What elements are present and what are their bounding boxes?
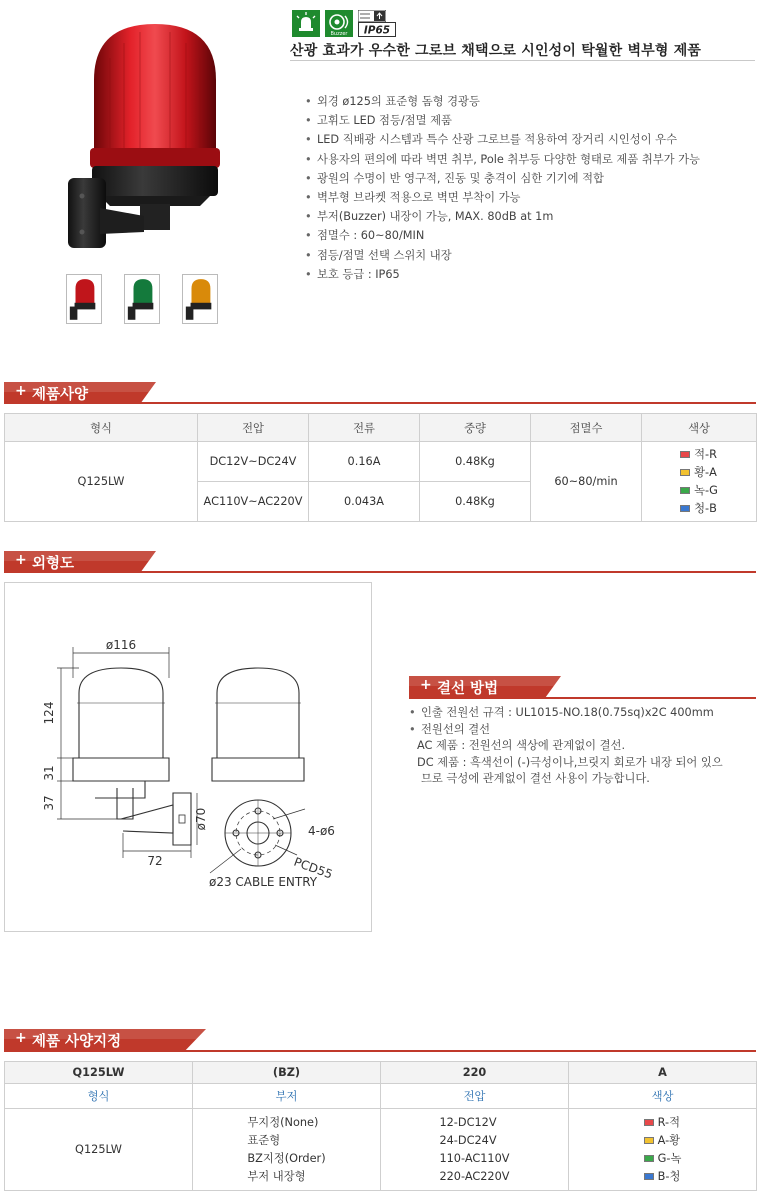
svg-text:IP65: IP65 (363, 24, 391, 37)
buzzer-option: BZ지정(Order) (247, 1151, 326, 1165)
swatch-amber (680, 469, 690, 476)
color-option (644, 1114, 682, 1132)
header-voltage: 전압 (198, 414, 309, 442)
header-current: 전류 (309, 414, 420, 442)
header-model: 형식 (5, 414, 198, 442)
section-header-spec (4, 382, 156, 403)
color-label: R-적 (657, 1115, 681, 1129)
feature-item: • 고휘도 LED 점등/점멸 제품 (305, 113, 700, 132)
spec-current: 0.16A (309, 442, 420, 482)
plus-icon: + (15, 383, 27, 399)
section-divider (409, 697, 756, 699)
header-weight: 중량 (420, 414, 531, 442)
feature-item: • 외경 ø125의 표준형 돔형 경광등 (305, 94, 700, 113)
order-model: Q125LW (5, 1109, 193, 1191)
swatch-amber (644, 1137, 654, 1144)
order-buzzer-options (193, 1109, 381, 1191)
svg-text:Buzzer: Buzzer (330, 31, 348, 37)
order-buzzer-code: (BZ) (193, 1062, 381, 1084)
section-title: 제품 사양지정 (32, 1034, 122, 1050)
color-label: A-황 (657, 1133, 681, 1147)
color-item (680, 446, 718, 464)
section-header-outline (4, 551, 156, 572)
section-divider (4, 402, 756, 404)
section-header-order (4, 1029, 206, 1050)
section-title: 외형도 (32, 556, 75, 572)
feature-item: • 보호 등급 : IP65 (305, 267, 700, 286)
dim-holes: 4-ø6 (308, 824, 335, 838)
thumbnail-red[interactable] (66, 274, 102, 324)
order-voltage-code: 220 (381, 1062, 569, 1084)
dim-bracket-dia: ø70 (194, 807, 208, 831)
swatch-green (680, 487, 690, 494)
swatch-red (680, 451, 690, 458)
spec-colors (642, 442, 757, 522)
order-color-options (569, 1109, 757, 1191)
ip65-icon (358, 22, 396, 37)
swatch-blue (644, 1173, 654, 1180)
feature-item: • 벽부형 브라켓 적용으로 벽면 부착이 가능 (305, 190, 700, 209)
wiring-item: • 전원선의 결선 (409, 722, 723, 739)
product-headline: 산광 효과가 우수한 그로브 채택으로 시인성이 탁월한 벽부형 제품 (290, 43, 702, 59)
section-divider (4, 1050, 756, 1052)
feature-item: • 점등/점멸 선택 스위치 내장 (305, 248, 700, 267)
order-table (4, 1061, 757, 1191)
order-model-code: Q125LW (5, 1062, 193, 1084)
feature-item: • 점멸수 : 60~80/MIN (305, 228, 700, 247)
feature-item: • LED 직배광 시스템과 특수 산광 그로브를 적용하여 장거리 시인성이 우수 (305, 132, 700, 151)
section-divider (4, 571, 756, 573)
buzzer-option: 무지정(None) (247, 1115, 319, 1129)
wiring-dc: DC 제품 : 흑색선이 (-)극성이나,브릿지 회로가 내장 되어 있으 (417, 755, 723, 769)
color-option (644, 1150, 682, 1168)
buzzer-option: 부저 내장형 (247, 1169, 306, 1183)
spec-table (4, 413, 757, 522)
dim-height-dome: 124 (42, 701, 56, 725)
outline-drawing (4, 582, 372, 932)
color-label: 녹-G (694, 483, 718, 497)
voltage-option: 24-DC24V (439, 1133, 497, 1147)
feature-list (305, 94, 700, 286)
voltage-option: 12-DC12V (439, 1115, 497, 1129)
order-color-code: A (569, 1062, 757, 1084)
led-icon (292, 10, 320, 37)
color-option (644, 1132, 682, 1150)
thumbnail-green[interactable] (124, 274, 160, 324)
color-item (680, 482, 718, 500)
plus-icon: + (15, 552, 27, 568)
color-item (680, 500, 718, 518)
dim-height-base: 31 (42, 765, 56, 781)
thumbnail-amber[interactable] (182, 274, 218, 324)
spec-weight: 0.48Kg (420, 482, 531, 522)
spec-voltage: AC110V~AC220V (198, 482, 309, 522)
section-header-wiring (409, 676, 561, 697)
feature-item: • 광원의 수명이 반 영구적, 진동 및 충격이 심한 기기에 적합 (305, 171, 700, 190)
plus-icon: + (420, 677, 432, 693)
wiring-dc-note: 므로 극성에 관계없이 결선 사용이 가능합니다. (421, 772, 650, 785)
order-voltage-options (381, 1109, 569, 1191)
plus-icon: + (15, 1030, 27, 1046)
spec-weight: 0.48Kg (420, 442, 531, 482)
dim-width: ø116 (105, 638, 137, 652)
feature-item: • 부저(Buzzer) 내장이 가능, MAX. 80dB at 1m (305, 209, 700, 228)
section-title: 제품사양 (32, 387, 89, 403)
swatch-green (644, 1155, 654, 1162)
section-title: 결선 방법 (437, 681, 499, 697)
color-item (680, 464, 718, 482)
swatch-red (644, 1119, 654, 1126)
swatch-blue (680, 505, 690, 512)
spec-flash: 60~80/min (531, 442, 642, 522)
spec-current: 0.043A (309, 482, 420, 522)
order-label-model: 형식 (5, 1084, 193, 1109)
header-color: 색상 (642, 414, 757, 442)
buzzer-option: 표준형 (247, 1133, 281, 1147)
product-image (60, 18, 230, 258)
dim-depth: 72 (147, 854, 163, 868)
header-flash: 점멸수 (531, 414, 642, 442)
buzzer-icon (325, 10, 353, 37)
color-label: 청-B (694, 501, 717, 515)
color-label: 황-A (694, 465, 717, 479)
wiring-list (409, 705, 723, 788)
color-label: G-녹 (657, 1151, 682, 1165)
dim-pcd: PCD55 (291, 854, 335, 882)
spec-model: Q125LW (5, 442, 198, 522)
wiring-item: • 인출 전원선 규격 : UL1015-NO.18(0.75sq)x2C 400mm (409, 705, 723, 722)
dim-height-bracket: 37 (42, 795, 56, 811)
headline-divider (290, 60, 755, 61)
color-label: 적-R (694, 447, 717, 461)
order-label-voltage: 전압 (381, 1084, 569, 1109)
color-option (644, 1168, 682, 1186)
color-label: B-청 (657, 1169, 681, 1183)
voltage-option: 220-AC220V (439, 1169, 510, 1183)
order-label-buzzer: 부저 (193, 1084, 381, 1109)
dim-cable-entry: ø23 CABLE ENTRY (209, 875, 318, 889)
spec-voltage: DC12V~DC24V (198, 442, 309, 482)
feature-item: • 사용자의 편의에 따라 벽면 취부, Pole 취부등 다양한 형태로 제품 취부가 가능 (305, 152, 700, 171)
wiring-ac: AC 제품 : 전원선의 색상에 관계없이 결선. (417, 739, 626, 752)
voltage-option: 110-AC110V (439, 1151, 510, 1165)
order-label-color: 색상 (569, 1084, 757, 1109)
